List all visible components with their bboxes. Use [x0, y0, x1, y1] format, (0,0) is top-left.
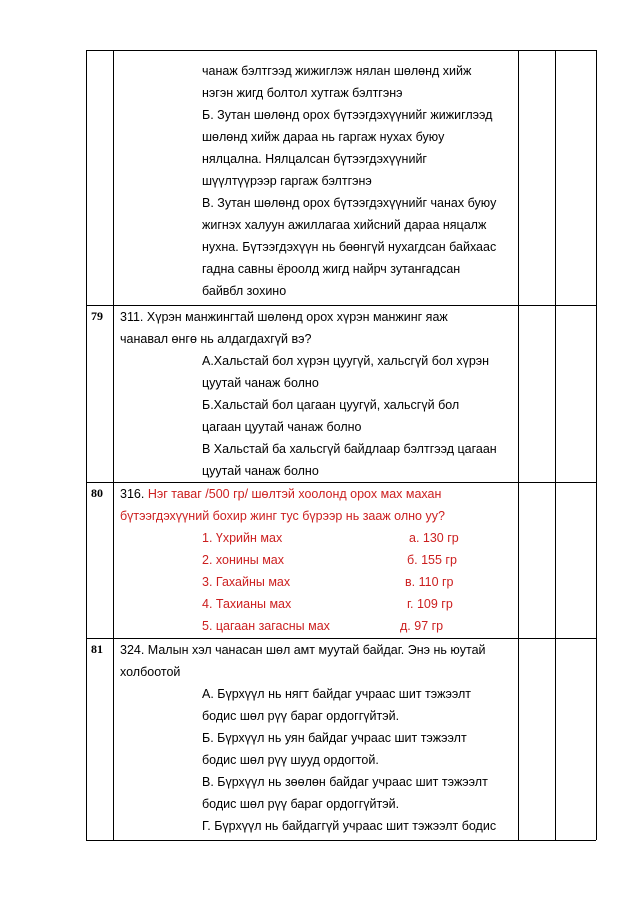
option-text: цуутай чанаж болно: [202, 464, 319, 478]
option-text: Б.Хальстай бол цагаан цуугүй, хальсгүй бол: [202, 398, 460, 412]
question-number: 316.: [120, 487, 148, 501]
question-text: 324. Малын хэл чанасан шөл амт муутай байдаг. Энэ нь юутай: [120, 643, 486, 657]
question-text: холбоотой: [120, 665, 181, 679]
item-answer: г. 109 гр: [407, 597, 453, 611]
option-text: цагаан цуутай чанаж болно: [202, 420, 362, 434]
row-divider: [86, 305, 596, 306]
row-number: 79: [91, 309, 103, 323]
item-name: 3. Гахайны мах: [202, 575, 291, 589]
option-text: нухна. Бүтээгдэхүүн нь бөөнгүй нухагдсан байхаас: [202, 240, 497, 254]
question-text: [120, 486, 441, 502]
option-text: шөлөнд хийж дараа нь гаргаж нухах буюу: [202, 130, 445, 144]
option-text: бодис шөл рүү шууд ордогтой.: [202, 753, 379, 767]
item-name: 1. Үхрийн мах: [202, 531, 283, 545]
option-text: А.Хальстай бол хүрэн цуугүй, хальсгүй бол хүрэн: [202, 354, 490, 368]
item-name: 4. Тахианы мах: [202, 597, 292, 611]
option-text: В. Зутан шөлөнд орох бүтээгдэхүүнийг чанах буюу: [202, 196, 497, 210]
table-divider-content: [518, 50, 519, 840]
item-name: 2. хонины мах: [202, 553, 285, 567]
option-text: байвбл зохино: [202, 284, 287, 298]
option-text: В Хальстай ба хальсгүй байдлаар бэлтгээд цагаан: [202, 442, 497, 456]
table-divider-col4: [555, 50, 556, 840]
item-answer: д. 97 гр: [400, 619, 444, 633]
table-border-left: [86, 50, 87, 840]
item-name: 5. цагаан загасны мах: [202, 619, 330, 633]
option-text: шүүлтүүрээр гаргаж бэлтгэнэ: [202, 174, 372, 188]
question-text: чанавал өнгө нь алдагдахгүй вэ?: [120, 332, 312, 346]
item-answer: в. 110 гр: [405, 575, 454, 589]
option-text: нэгэн жигд болтол хутгаж бэлтгэнэ: [202, 86, 403, 100]
item-answer: а. 130 гр: [409, 531, 459, 545]
option-text: цуутай чанаж болно: [202, 376, 319, 390]
item-answer: б. 155 гр: [407, 553, 457, 567]
option-text: бодис шөл рүү бараг ордоггүйтэй.: [202, 797, 400, 811]
option-text: В. Бүрхүүл нь зөөлөн байдаг учраас шит тэжээлт: [202, 775, 488, 789]
option-text: Б. Бүрхүүл нь уян байдаг учраас шит тэжээлт: [202, 731, 467, 745]
question-highlight: Нэг таваг /500 гр/ шөлтэй хоолонд орох мах махан: [147, 487, 442, 501]
option-text: жигнэх халуун ажиллагаа хийсний дараа няцалж: [202, 218, 487, 232]
option-text: чанаж бэлтгээд жижиглэж нялан шөлөнд хийж: [202, 64, 472, 78]
row-divider: [86, 482, 596, 483]
question-highlight: бүтээгдэхүүний бохир жинг тус бүрээр нь зааж олно уу?: [120, 509, 445, 523]
option-text: Б. Зутан шөлөнд орох бүтээгдэхүүнийг жижиглээд: [202, 108, 493, 122]
table-border-right: [596, 50, 597, 840]
option-text: нялцална. Нялцалсан бүтээгдэхүүнийг: [202, 152, 427, 166]
option-text: бодис шөл рүү бараг ордоггүйтэй.: [202, 709, 400, 723]
option-text: Г. Бүрхүүл нь байдаггүй учраас шит тэжээлт бодис: [202, 819, 497, 833]
table-divider-number: [113, 50, 114, 840]
row-number: 81: [91, 642, 103, 656]
row-divider: [86, 638, 596, 639]
option-text: гадна савны ёроолд жигд найрч зутангадсан: [202, 262, 461, 276]
table-border-bottom: [86, 840, 596, 841]
row-number: 80: [91, 486, 103, 500]
option-text: А. Бүрхүүл нь нягт байдаг учраас шит тэжээлт: [202, 687, 471, 701]
question-text: 311. Хүрэн манжингтай шөлөнд орох хүрэн манжинг яаж: [120, 310, 448, 324]
table-border-top: [86, 50, 596, 51]
